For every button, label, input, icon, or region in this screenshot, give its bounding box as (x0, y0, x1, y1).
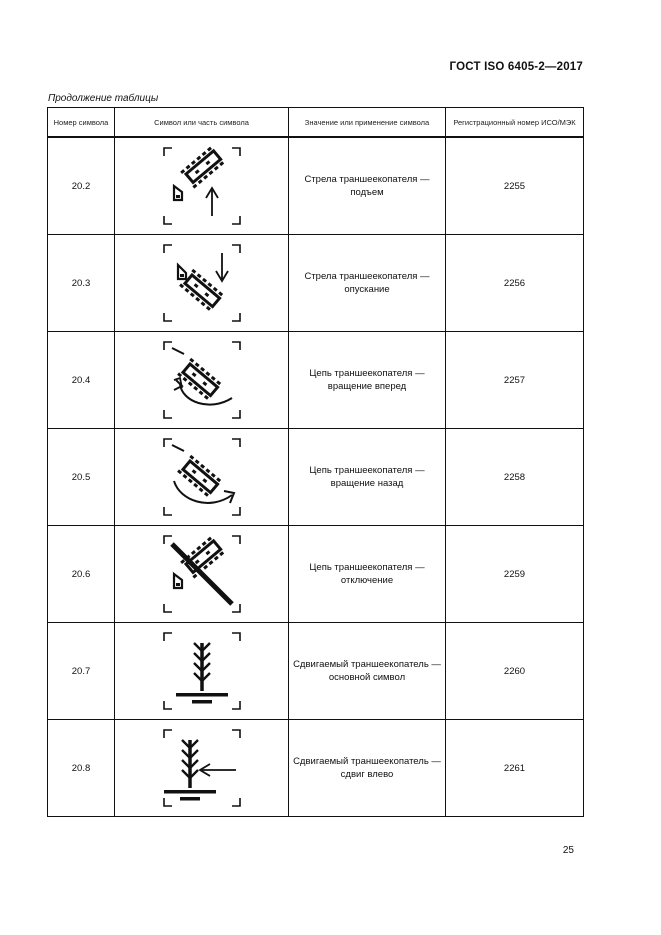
symbol-number: 20.2 (48, 137, 115, 235)
trencher-chain-off-icon (162, 534, 242, 614)
symbol-number: 20.5 (48, 429, 115, 526)
registration-number: 2261 (446, 720, 584, 817)
symbol-number: 20.8 (48, 720, 115, 817)
column-header-registration: Регистрационный номер ИСО/МЭК (446, 108, 584, 138)
page-number: 25 (562, 845, 574, 856)
symbol-meaning: Цепь траншеекопателя — отключение (289, 526, 446, 623)
trencher-chain-forward-icon (162, 340, 242, 420)
symbol-number: 20.3 (48, 235, 115, 332)
table-row (48, 623, 584, 720)
table-row (48, 332, 584, 429)
table-header-row (48, 108, 584, 138)
registration-number: 2258 (446, 429, 584, 526)
table-caption: Продолжение таблицы (48, 93, 159, 104)
symbol-number: 20.7 (48, 623, 115, 720)
symbol-meaning: Цепь траншеекопателя — вращение вперед (289, 332, 446, 429)
symbol-meaning: Стрела траншеекопателя — подъем (289, 137, 446, 235)
symbol-meaning: Сдвигаемый траншеекопатель — основной символ (289, 623, 446, 720)
trencher-boom-raise-icon (162, 146, 242, 226)
table-row (48, 526, 584, 623)
table-row (48, 137, 584, 235)
registration-number: 2255 (446, 137, 584, 235)
document-header: ГОСТ ISO 6405-2—2017 (449, 61, 583, 73)
trencher-chain-reverse-icon (162, 437, 242, 517)
trencher-boom-lower-icon (162, 243, 242, 323)
table-row (48, 429, 584, 526)
registration-number: 2260 (446, 623, 584, 720)
registration-number: 2256 (446, 235, 584, 332)
symbol-meaning: Стрела траншеекопателя — опускание (289, 235, 446, 332)
column-header-symbol: Символ или часть символа (115, 108, 289, 138)
column-header-number: Номер символа (48, 108, 115, 138)
symbol-number: 20.4 (48, 332, 115, 429)
table-row (48, 235, 584, 332)
symbols-table (47, 107, 584, 817)
offset-trencher-left-icon (162, 728, 242, 808)
table-row (48, 720, 584, 817)
symbol-meaning: Цепь траншеекопателя — вращение назад (289, 429, 446, 526)
column-header-meaning: Значение или применение символа (289, 108, 446, 138)
symbol-number: 20.6 (48, 526, 115, 623)
registration-number: 2257 (446, 332, 584, 429)
offset-trencher-basic-icon (162, 631, 242, 711)
registration-number: 2259 (446, 526, 584, 623)
symbol-meaning: Сдвигаемый траншеекопатель — сдвиг влево (289, 720, 446, 817)
